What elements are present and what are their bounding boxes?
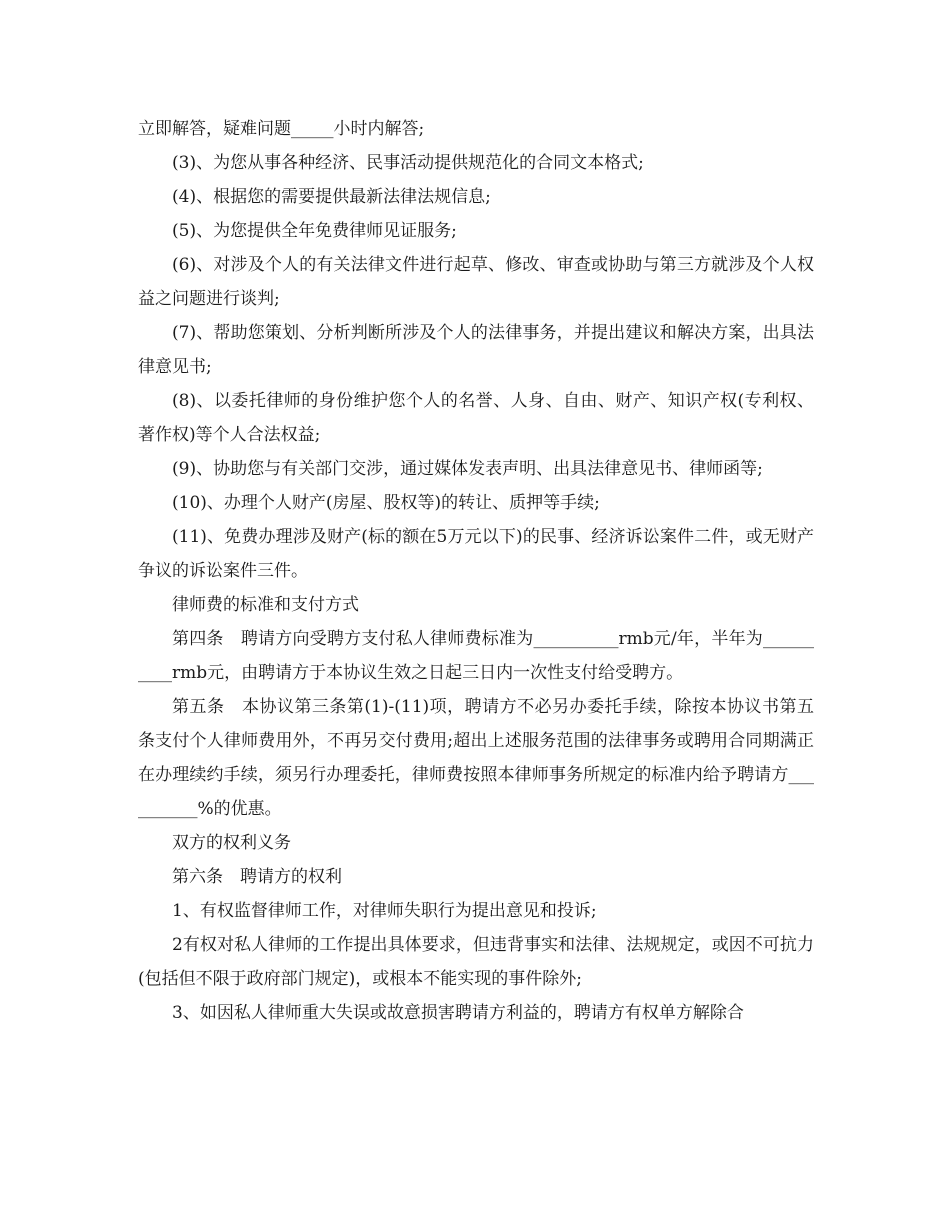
paragraph-item-6: (6)、对涉及个人的有关法律文件进行起草、修改、审查或协助与第三方就涉及个人权益之问题进行谈判; bbox=[138, 255, 814, 309]
paragraph-continued: 立即解答，疑难问题_____小时内解答; bbox=[138, 119, 425, 139]
paragraph-right-1: 1、有权监督律师工作，对律师失职行为提出意见和投诉; bbox=[172, 901, 597, 921]
paragraph-item-9: (9)、协助您与有关部门交涉，通过媒体发表声明、出具法律意见书、律师函等; bbox=[172, 459, 763, 479]
paragraph-right-3: 3、如因私人律师重大失误或故意损害聘请方利益的，聘请方有权单方解除合 bbox=[172, 1003, 744, 1023]
paragraph-item-8: (8)、以委托律师的身份维护您个人的名誉、人身、自由、财产、知识产权(专利权、著作权)等个人合法权益; bbox=[138, 391, 814, 445]
section-heading-fee: 律师费的标准和支付方式 bbox=[172, 595, 359, 615]
section-heading-rights: 双方的权利义务 bbox=[172, 833, 291, 853]
paragraph-right-2: 2有权对私人律师的工作提出具体要求，但违背事实和法律、法规规定，或因不可抗力(包括但不限于政府部门规定)，或根本不能实现的事件除外; bbox=[138, 935, 814, 989]
paragraph-item-7: (7)、帮助您策划、分析判断所涉及个人的法律事务，并提出建议和解决方案，出具法律意见书; bbox=[138, 323, 814, 377]
paragraph-item-5: (5)、为您提供全年免费律师见证服务; bbox=[172, 221, 457, 241]
paragraph-item-4: (4)、根据您的需要提供最新法律法规信息; bbox=[172, 187, 491, 207]
document-body bbox=[138, 112, 814, 1030]
paragraph-article-4: 第四条 聘请方向受聘方支付私人律师费标准为__________rmb元/年，半年为__________rmb元，由聘请方于本协议生效之日起三日内一次性支付给受聘方。 bbox=[138, 629, 814, 683]
paragraph-item-11: (11)、免费办理涉及财产(标的额在5万元以下)的民事、经济诉讼案件二件，或无财产争议的诉讼案件三件。 bbox=[138, 527, 814, 581]
paragraph-item-3: (3)、为您从事各种经济、民事活动提供规范化的合同文本格式; bbox=[172, 153, 644, 173]
paragraph-article-6: 第六条 聘请方的权利 bbox=[172, 867, 342, 887]
paragraph-article-5: 第五条 本协议第三条第(1)-(11)项，聘请方不必另办委托手续，除按本协议书第五条支付个人律师费用外，不再另交付费用;超出上述服务范围的法律事务或聘用合同期满正在办理续约手续，须另行办理委托，律师费按照本律师事务所规定的标准内给予聘请方__________%的优惠。 bbox=[138, 697, 814, 819]
paragraph-item-10: (10)、办理个人财产(房屋、股权等)的转让、质押等手续; bbox=[172, 493, 600, 513]
